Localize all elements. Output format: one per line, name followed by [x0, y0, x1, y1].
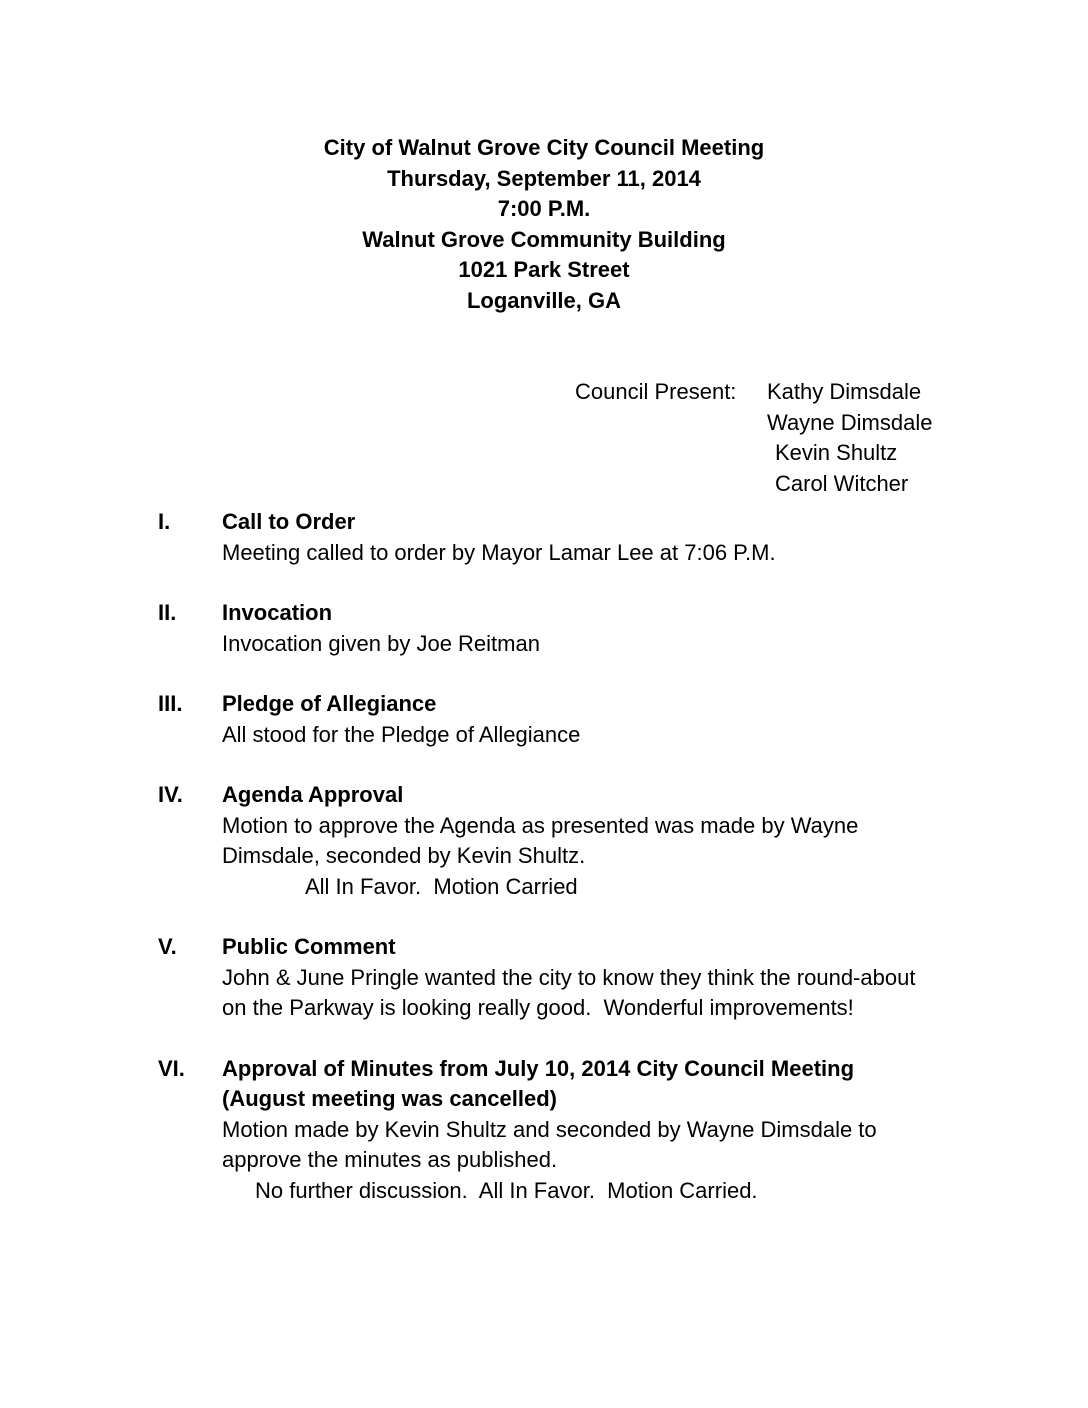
item-body-line: on the Parkway is looking really good. Wonderful improvements! — [222, 995, 854, 1020]
item-title: Invocation — [222, 600, 333, 625]
item-body-line: Meeting called to order by Mayor Lamar Lee at 7:06 P.M. — [222, 539, 776, 565]
item-body-line: Dimsdale, seconded by Kevin Shultz. — [222, 843, 586, 868]
item-title: Call to Order — [222, 509, 356, 534]
header-line: Loganville, GA — [466, 287, 622, 313]
item-numeral: II. — [158, 600, 177, 625]
header-line: City of Walnut Grove City Council Meeting — [323, 135, 765, 160]
attendance-label: Council Present: — [575, 379, 737, 404]
item-body-line: All In Favor. Motion Carried — [305, 873, 578, 899]
item-body-line: Motion to approve the Agenda as presented was made by Wayne — [222, 812, 859, 838]
attendee-name: Wayne Dimsdale — [767, 409, 933, 435]
item-body-line: approve the minutes as published. — [222, 1147, 558, 1172]
item-numeral: IV. — [158, 782, 183, 807]
item-numeral: VI. — [158, 1055, 185, 1081]
agenda-items — [0, 507, 1088, 1206]
item-title: Agenda Approval — [222, 782, 404, 807]
item-body-line: Invocation given by Joe Reitman — [222, 630, 540, 656]
item-content — [222, 598, 1088, 659]
item-title: Pledge of Allegiance — [222, 691, 437, 716]
item-content — [222, 780, 1088, 902]
agenda-item — [0, 689, 1088, 750]
item-content — [222, 932, 1088, 1024]
item-title: Approval of Minutes from July 10, 2014 City Council Meeting — [222, 1055, 855, 1081]
item-content — [222, 507, 1088, 568]
item-title: Public Comment — [222, 934, 396, 959]
header-line: 7:00 P.M. — [497, 196, 591, 221]
item-body-line: John & June Pringle wanted the city to know they think the round-about — [222, 964, 916, 990]
document-header — [0, 0, 1088, 316]
item-numeral: I. — [158, 509, 171, 534]
item-numeral: III. — [158, 691, 183, 716]
item-body-line: All stood for the Pledge of Allegiance — [222, 721, 581, 747]
attendee-name: Kevin Shultz — [775, 440, 898, 465]
agenda-item — [0, 598, 1088, 659]
attendance-block — [575, 377, 1088, 499]
header-line: Walnut Grove Community Building — [362, 226, 726, 252]
item-title: (August meeting was cancelled) — [222, 1086, 557, 1111]
header-line: 1021 Park Street — [458, 257, 630, 282]
item-content — [222, 1054, 1088, 1207]
agenda-item — [0, 1054, 1088, 1207]
item-body-line: Motion made by Kevin Shultz and seconded by Wayne Dimsdale to — [222, 1116, 877, 1142]
agenda-item — [0, 507, 1088, 568]
attendee-name: Carol Witcher — [775, 470, 909, 496]
item-content — [222, 689, 1088, 750]
item-body-line: No further discussion. All In Favor. Motion Carried. — [255, 1177, 758, 1203]
attendee-name: Kathy Dimsdale — [767, 379, 922, 404]
attendance-names — [767, 377, 932, 499]
agenda-item — [0, 932, 1088, 1024]
item-numeral: V. — [158, 934, 177, 959]
agenda-item — [0, 780, 1088, 902]
header-line: Thursday, September 11, 2014 — [387, 165, 701, 191]
